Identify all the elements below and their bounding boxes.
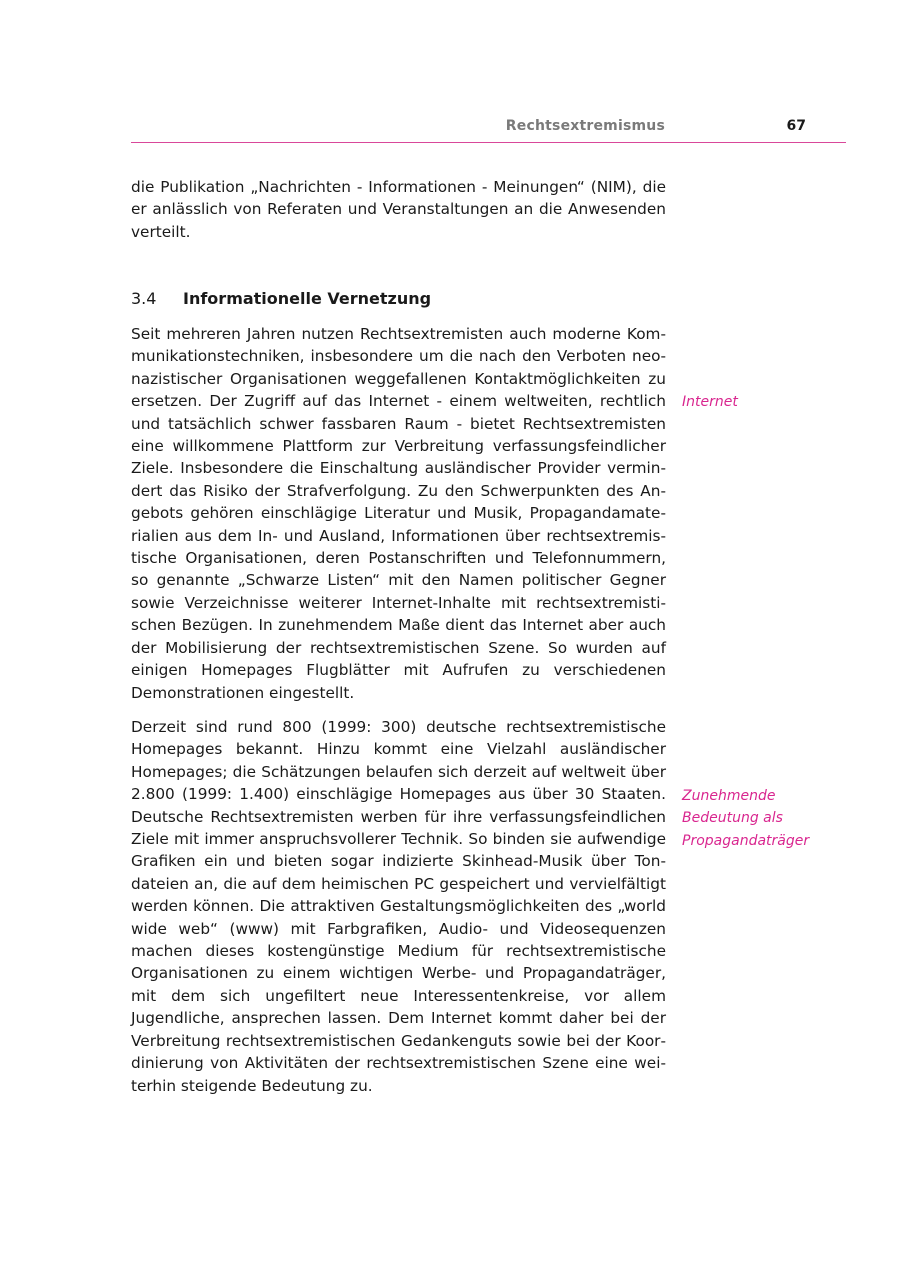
section-number: 3.4 <box>131 289 157 308</box>
page-number: 67 <box>786 118 806 134</box>
section-heading <box>131 288 431 310</box>
body-paragraph-internet: Seit mehreren Jahren nutzen Rechtsextremisten auch moderne Kommunikationstechniken, insbesondere um die nach den Verboten neonazistischer Organisationen weggefallenen Kontaktmöglichkeiten zu ersetzen. Der Zugriff auf das Internet - einem weltweiten, rechtlich und tatsächlich schwer fassbaren Raum - bietet Rechtsextremisten eine willkommene Plattform zur Verbreitung verfassungsfeindlicher Ziele. Insbesondere die Einschaltung ausländischer Provider vermindert das Risiko der Strafverfolgung. Zu den Schwerpunkten des Angebots gehören einschlägige Literatur und Musik, Propagandamaterialien aus dem In- und Ausland, Informationen über rechtsextremistische Organisationen, deren Postanschriften und Telefonnummern, so genannte „Schwarze Listen“ mit den Namen politischer Gegner sowie Verzeichnisse weiterer Internet-Inhalte mit rechtsextremistischen Bezügen. In zunehmendem Maße dient das Internet aber auch der Mobilisierung der rechtsextremistischen Szene. So wurden auf einigen Homepages Flugblätter mit Aufrufen zu verschiedenen Demonstrationen eingestellt. <box>131 325 666 702</box>
margin-note-internet <box>682 391 738 413</box>
running-header <box>131 116 846 143</box>
margin-note-internet-label: Internet <box>682 394 738 410</box>
margin-note-propaganda <box>682 785 809 852</box>
margin-note-line: Propagandaträger <box>682 832 810 849</box>
intro-paragraph: die Publikation „Nachrichten - Informationen - Meinungen“ (NIM), die er anlässlich von Referaten und Veranstaltungen an die Anwesenden verteilt. <box>131 178 666 241</box>
section-title: Informationelle Vernetzung <box>183 289 432 308</box>
body-paragraph-homepages: Derzeit sind rund 800 (1999: 300) deutsche rechtsextremistische Homepages bekannt. Hinzu kommt eine Vielzahl ausländischer Homepages; die Schätzungen belaufen sich derzeit auf weltweit über 2.800 (1999: 1.400) einschlägige Homepages aus über 30 Staaten. Deutsche Rechtsextremisten werben für ihre verfassungsfeindlichen Ziele mit immer anspruchsvollerer Technik. So binden sie aufwendige Grafiken ein und bieten sogar indizierte Skinhead-Musik über Tondateien an, die auf dem heimischen PC gespeichert und vervielfältigt werden können. Die attraktiven Gestaltungsmöglichkeiten des „world wide web“ (www) mit Farbgrafiken, Audio- und Videosequenzen machen dieses kostengünstige Medium für rechtsextremistische Organisationen zu einem wichtigen Werbe- und Propagandaträger, mit dem sich ungefiltert neue Interessentenkreise, vor allem Jugendliche, ansprechen lassen. Dem Internet kommt daher bei der Verbreitung rechtsextremistischen Gedankenguts sowie bei der Koordinierung von Aktivitäten der rechtsextremistischen Szene eine weiterhin steigende Bedeutung zu. <box>131 718 666 1095</box>
margin-note-line: Bedeutung als <box>682 810 783 827</box>
margin-note-line: Zunehmende <box>682 788 776 804</box>
running-title: Rechtsextremismus <box>505 118 665 134</box>
